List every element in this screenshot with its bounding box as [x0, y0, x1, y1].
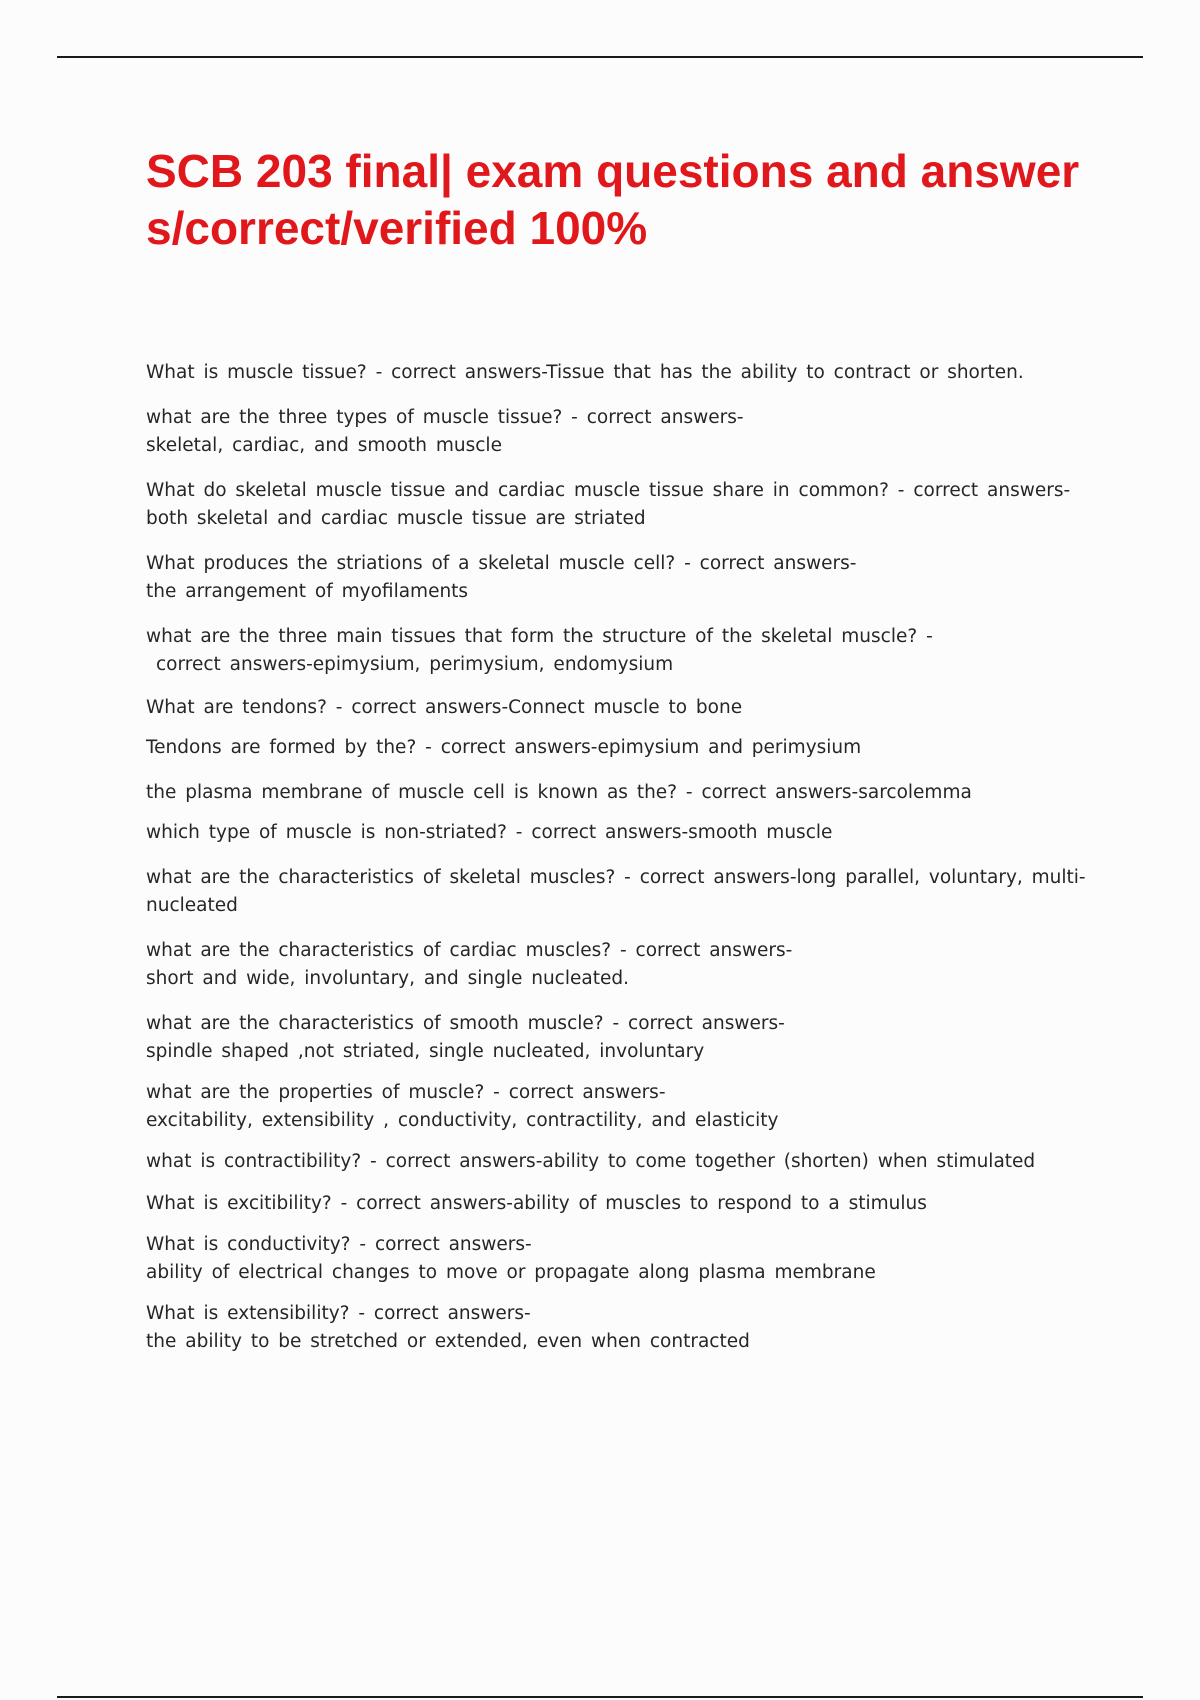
qa-line: What do skeletal muscle tissue and cardiac muscle tissue share in common? - correct answers-	[146, 479, 1071, 501]
qa-line: What are tendons? - correct answers-Connect muscle to bone	[146, 696, 743, 718]
qa-line: spindle shaped ,not striated, single nucleated, involuntary	[146, 1041, 705, 1062]
qa-item	[146, 1148, 1086, 1177]
qa-line: What is muscle tissue? - correct answers-Tissue that has the ability to contract or shorten.	[146, 362, 1024, 383]
qa-line: What is excitibility? - correct answers-ability of muscles to respond to a stimulus	[146, 1193, 927, 1214]
qa-line: nucleated	[146, 895, 238, 916]
qa-item	[146, 359, 1086, 388]
qa-line: the arrangement of myofilaments	[146, 581, 469, 602]
qa-line: what is contractibility? - correct answers-ability to come together (shorten) when stimulated	[146, 1150, 1036, 1172]
qa-line: what are the properties of muscle? - correct answers-	[146, 1081, 666, 1103]
qa-item	[146, 937, 1086, 994]
qa-line: What produces the striations of a skeletal muscle cell? - correct answers-	[146, 552, 857, 574]
qa-line: which type of muscle is non-striated? - correct answers-smooth muscle	[146, 822, 833, 843]
qa-item	[146, 623, 1086, 680]
qa-item	[146, 477, 1086, 534]
qa-line: What is extensibility? - correct answers-	[146, 1302, 531, 1324]
qa-item	[146, 694, 1086, 723]
document-title: SCB 203 final| exam questions and answers/correct/verified 100%	[146, 145, 1080, 254]
qa-line: correct answers-epimysium, perimysium, endomysium	[156, 654, 674, 675]
qa-line: excitability, extensibility , conductivity, contractility, and elasticity	[146, 1110, 779, 1131]
qa-list	[146, 345, 1086, 1357]
qa-item	[146, 779, 1086, 808]
qa-item	[146, 819, 1086, 848]
qa-item	[146, 1010, 1086, 1067]
qa-line: skeletal, cardiac, and smooth muscle	[146, 435, 502, 456]
qa-line: what are the three main tissues that form the structure of the skeletal muscle? -	[146, 625, 933, 647]
qa-item	[146, 404, 1086, 461]
qa-line: Tendons are formed by the? - correct answers-epimysium and perimysium	[146, 737, 862, 758]
qa-line: what are the characteristics of skeletal muscles? - correct answers-long parallel, voluntary, multi-	[146, 866, 1086, 888]
qa-line: what are the three types of muscle tissue? - correct answers-	[146, 406, 744, 428]
qa-item	[146, 1190, 1086, 1219]
qa-line: the plasma membrane of muscle cell is known as the? - correct answers-sarcolemma	[146, 781, 972, 803]
qa-item	[146, 1079, 1086, 1136]
qa-line: What is conductivity? - correct answers-	[146, 1233, 532, 1255]
qa-item	[146, 550, 1086, 607]
qa-line: what are the characteristics of smooth muscle? - correct answers-	[146, 1012, 785, 1034]
qa-item	[146, 1231, 1086, 1288]
header-rule	[57, 56, 1143, 58]
qa-line: the ability to be stretched or extended, even when contracted	[146, 1331, 750, 1352]
qa-line: what are the characteristics of cardiac muscles? - correct answers-	[146, 939, 793, 961]
qa-item	[146, 864, 1086, 921]
qa-line: short and wide, involuntary, and single nucleated.	[146, 968, 629, 989]
footer-rule	[57, 1696, 1143, 1698]
qa-line: both skeletal and cardiac muscle tissue are striated	[146, 508, 646, 529]
qa-line: ability of electrical changes to move or propagate along plasma membrane	[146, 1262, 876, 1283]
qa-item	[146, 1300, 1086, 1357]
qa-item	[146, 734, 1086, 763]
